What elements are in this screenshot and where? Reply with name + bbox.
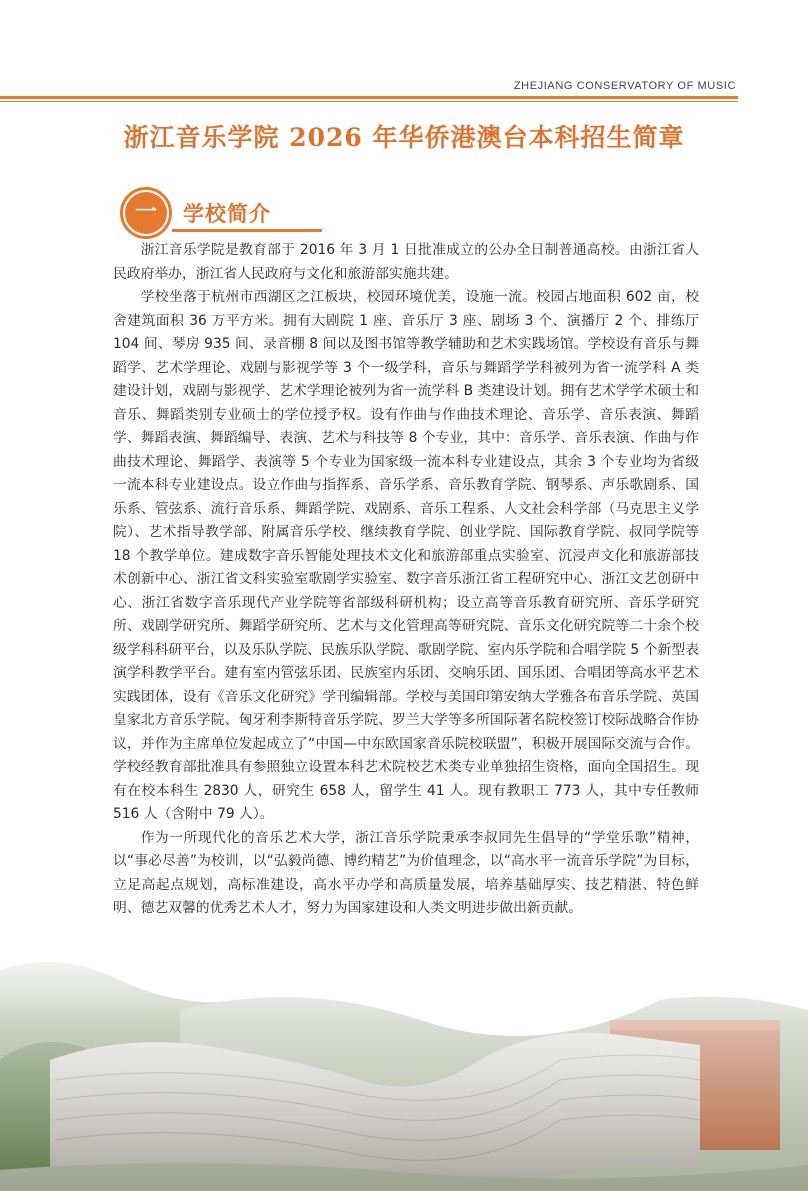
paragraph-intro: 浙江音乐学院是教育部于 2016 年 3 月 1 日批准成立的公办全日制普通高校。由浙江省人民政府举办，浙江省人民政府与文化和旅游部实施共建。 [113,242,699,282]
section-title: 学校简介 [183,201,271,226]
header-rule-thick [0,96,738,99]
header-label: ZHEJIANG CONSERVATORY OF MUSIC [513,80,736,92]
paragraph-mission: 作为一所现代化的音乐艺术大学，浙江音乐学院秉承李叔同先生倡导的“学堂乐歌”精神，以“事必尽善”为校训，以“弘毅尚德、博约精艺”为价值理念，以“高水平一流音乐学院”为目标，立足高起点规划，高标准建设，高水平办学和高质量发展，培养基础厚实、技艺精湛、特色鲜明、德艺双馨的优秀艺术人才，努力为国家建设和人类文明进步做出新贡献。 [113,829,699,916]
section-title-underline [172,229,322,232]
document-title: 浙江音乐学院 2026 年华侨港澳台本科招生简章 [123,123,685,152]
section-number-badge: 一 [125,192,167,234]
header-rule-thin [0,101,738,102]
paragraph-campus: 学校坐落于杭州市西湖区之江板块，校园环境优美，设施一流。校园占地面积 602 亩，校舍建筑面积 36 万平方米。拥有大剧院 1 座、音乐厅 3 座、剧场 3 个、演播厅 2 个、排练厅 104 间、琴房 935 间、录音棚 8 间以及图书馆等教学辅助和艺术实践场馆。学校设有音乐与舞蹈学、艺术学理论、戏剧与影视学等 3 个一级学科，音乐与舞蹈学学科被列为省一流学科 A 类建设计划，戏剧与影视学、艺术学理论被列为省一流学科 B 类建设计划。拥有艺术学学术硕士和音乐、舞蹈类别专业硕士的学位授予权。设有作曲与作曲技术理论、音乐学、音乐表演、舞蹈学、舞蹈表演、舞蹈编导、表演、艺术与科技等 8 个专业，其中：音乐学、音乐表演、作曲与作曲技术理论、舞蹈学、表演等 5 个专业为国家级一流本科专业建设点，其余 3 个专业均为省级一流本科专业建设点。设立作曲与指挥系、音乐学系、音乐教育学院、钢琴系、声乐歌剧系、国乐系、管弦系、流行音乐系、舞蹈学院、戏剧系、音乐工程系、人文社会科学部（马克思主义学院）、艺术指导教学部、附属音乐学校、继续教育学院、创业学院、国际教育学院、叔同学院等 18 个教学单位。建成数字音乐智能处理技术文化和旅游部重点实验室、沉浸声文化和旅游部技术创新中心、浙江省文科实验室歌剧学实验室、数字音乐浙江省工程研究中心、浙江文艺创研中心、浙江省数字音乐现代产业学院等省部级科研机构；设立高等音乐教育研究所、音乐学研究所、戏剧学研究所、舞蹈学研究所、艺术与文化管理高等研究院、音乐文化研究院等二十余个校级学科科研平台，以及乐队学院、民族乐队学院、歌剧学院、室内乐学院和合唱学院 5 个新型表演学科教学平台。建有室内管弦乐团、民族室内乐团、交响乐团、国乐团、合唱团等高水平艺术实践团体，设有《音乐文化研究》学刊编辑部。学校与美国印第安纳大学雅各布音乐学院、英国皇家北方音乐学院、匈牙利李斯特音乐学院、罗兰大学等多所国际著名院校签订校际战略合作协议，并作为主席单位发起成立了“中国—中东欧国家音乐院校联盟”，积极开展国际交流与合作。学校经教育部批准具有参照独立设置本科艺术院校艺术类专业单独招生资格，面向全国招生。现有在校本科生 2830 人，研究生 658 人，留学生 41 人。现有教职工 773 人，其中专任教师 516 人（含附中 79 人）。 [113,289,699,822]
body-text [113,239,699,921]
campus-photo [0,940,808,1191]
